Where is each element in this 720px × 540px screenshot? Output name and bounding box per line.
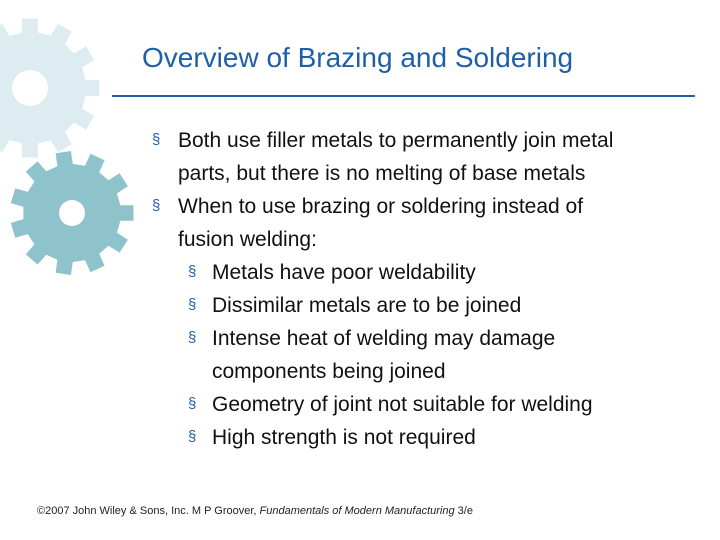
bullet-text: Both use filler metals to permanently join metal — [178, 129, 614, 152]
bullet-marker: § — [188, 263, 197, 280]
sub-bullet-text: components being joined — [212, 360, 446, 383]
footer — [37, 505, 473, 517]
bullet-marker: § — [188, 428, 197, 445]
bullet-marker: § — [188, 395, 197, 412]
gear-hole — [59, 200, 85, 226]
sub-bullet-text: Dissimilar metals are to be joined — [212, 294, 522, 317]
bullet-marker: § — [188, 296, 197, 313]
footer-book-title: Fundamentals of Modern Manufacturing — [259, 505, 455, 517]
bullet-text: fusion welding: — [178, 228, 317, 251]
bullet-text: parts, but there is no melting of base metals — [178, 162, 586, 185]
sub-bullet-text: High strength is not required — [212, 426, 476, 449]
sub-bullet-text: Geometry of joint not suitable for welding — [212, 393, 593, 416]
sub-bullet-text: Metals have poor weldability — [212, 261, 476, 284]
bullet-marker: § — [152, 131, 161, 148]
footer-author: M P Groover, — [191, 505, 257, 517]
title-divider — [112, 95, 695, 97]
slide-title: Overview of Brazing and Soldering — [142, 42, 574, 73]
bullet-marker: § — [152, 197, 161, 214]
bullet-text: When to use brazing or soldering instead of — [178, 195, 584, 218]
footer-edition: 3/e — [457, 505, 473, 517]
gear-icon — [11, 151, 134, 275]
sub-bullet-text: Intense heat of welding may damage — [212, 327, 556, 350]
gear-hole — [12, 70, 48, 106]
gear-icon — [0, 19, 100, 158]
footer-copyright: ©2007 John Wiley & Sons, Inc. — [37, 505, 189, 517]
gear-decoration — [0, 0, 150, 300]
bullet-marker: § — [188, 329, 197, 346]
